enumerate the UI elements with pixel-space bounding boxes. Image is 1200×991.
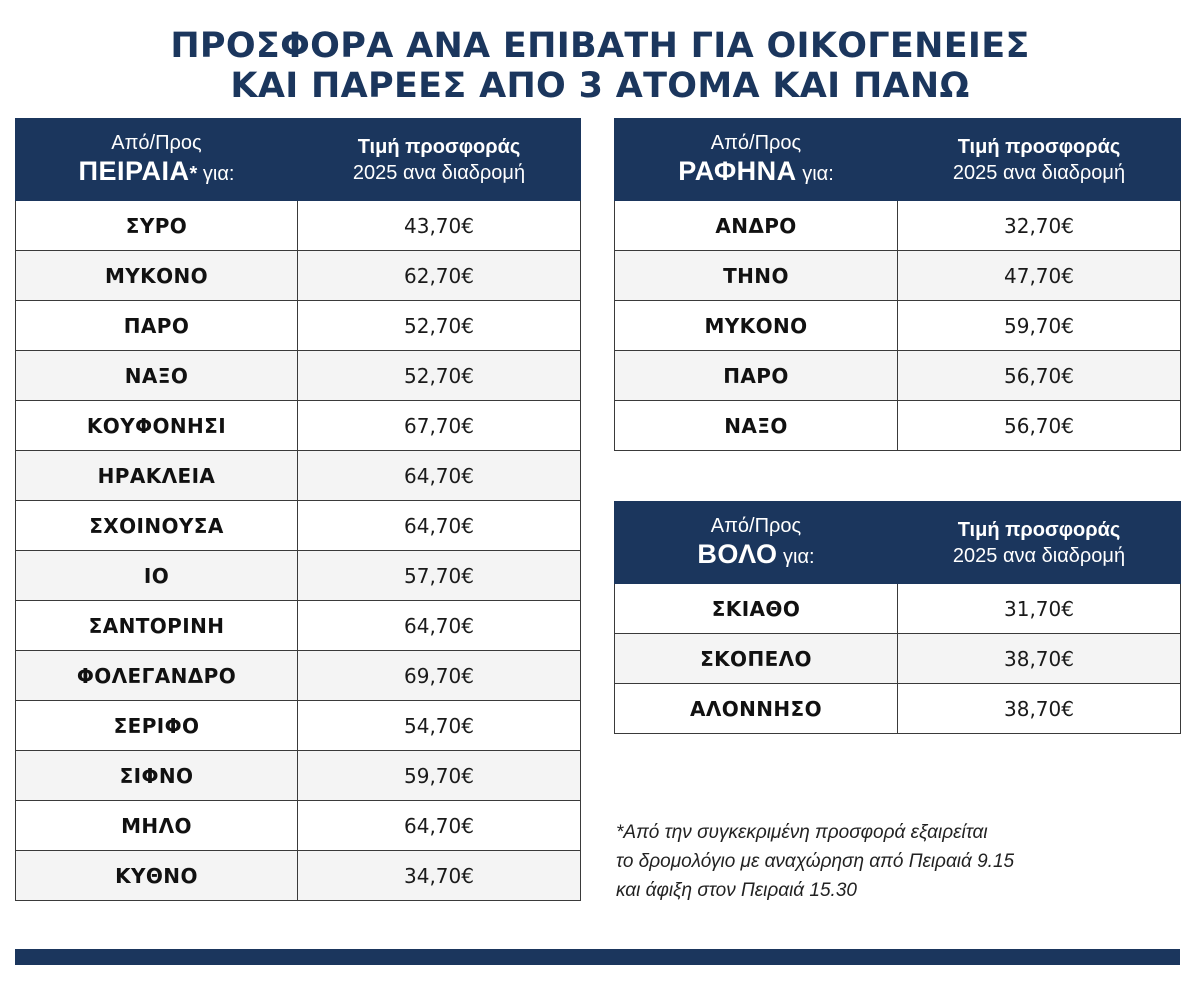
volos-from-to-label: Από/Προς: [710, 515, 802, 537]
table-row: [16, 751, 581, 801]
price-cell: 56,70€: [898, 351, 1181, 401]
table-row: [16, 601, 581, 651]
price-cell: 31,70€: [898, 584, 1181, 634]
price-cell: 47,70€: [898, 251, 1181, 301]
footer-bar: [15, 949, 1180, 965]
destination-cell: ΝΑΞΟ: [615, 401, 898, 451]
price-cell: 59,70€: [298, 751, 581, 801]
price-cell: 54,70€: [298, 701, 581, 751]
rafina-for-label: για:: [802, 163, 834, 185]
page-title-line-1: ΠΡΟΣΦΟΡΑ ΑΝΑ ΕΠΙΒΑΤΗ ΓΙΑ ΟΙΚΟΓΕΝΕΙΕΣ: [170, 26, 1030, 66]
destination-cell: ΜΥΚΟΝΟ: [16, 251, 298, 301]
table-row: [615, 584, 1181, 634]
volos-for-label: για:: [783, 546, 815, 568]
price-cell: 59,70€: [898, 301, 1181, 351]
price-cell: 52,70€: [298, 351, 581, 401]
price-cell: 56,70€: [898, 401, 1181, 451]
price-cell: 64,70€: [298, 801, 581, 851]
destination-cell: ΑΝΔΡΟ: [615, 201, 898, 251]
table-row: [615, 301, 1181, 351]
rafina-route-header: [615, 119, 898, 201]
volos-rows: [615, 584, 1181, 734]
rafina-from-to-label: Από/Προς: [710, 132, 802, 154]
destination-cell: ΚΟΥΦΟΝΗΣΙ: [16, 401, 298, 451]
price-cell: 57,70€: [298, 551, 581, 601]
rafina-fare-table: [614, 118, 1181, 451]
table-row: [16, 851, 581, 901]
table-row: [615, 401, 1181, 451]
destination-cell: ΣΧΟΙΝΟΥΣΑ: [16, 501, 298, 551]
destination-cell: ΤΗΝΟ: [615, 251, 898, 301]
table-row: [615, 251, 1181, 301]
price-cell: 38,70€: [898, 634, 1181, 684]
destination-cell: ΦΟΛΕΓΑΝΔΡΟ: [16, 651, 298, 701]
destination-cell: ΣΙΦΝΟ: [16, 751, 298, 801]
volos-fare-table: [614, 501, 1181, 734]
piraeus-rows: [16, 201, 581, 901]
piraeus-fare-table: [15, 118, 581, 901]
piraeus-from-to-label: Από/Προς: [111, 132, 202, 154]
price-cell: 32,70€: [898, 201, 1181, 251]
price-cell: 34,70€: [298, 851, 581, 901]
piraeus-price-header: [298, 119, 581, 201]
destination-cell: ΙΟ: [16, 551, 298, 601]
table-row: [615, 351, 1181, 401]
destination-cell: ΗΡΑΚΛΕΙΑ: [16, 451, 298, 501]
price-cell: 64,70€: [298, 451, 581, 501]
destination-cell: ΣΕΡΙΦΟ: [16, 701, 298, 751]
table-row: [615, 201, 1181, 251]
destination-cell: ΚΥΘΝΟ: [16, 851, 298, 901]
price-cell: 69,70€: [298, 651, 581, 701]
destination-cell: ΣΚΙΑΘΟ: [615, 584, 898, 634]
table-row: [16, 301, 581, 351]
destination-cell: ΜΗΛΟ: [16, 801, 298, 851]
footnote-line-2: το δρομολόγιο με αναχώρηση από Πειραιά 9.15: [616, 851, 1015, 872]
destination-cell: ΝΑΞΟ: [16, 351, 298, 401]
price-cell: 67,70€: [298, 401, 581, 451]
rafina-rows: [615, 201, 1181, 451]
rafina-price-subtitle: 2025 ανα διαδρομή: [952, 161, 1126, 184]
price-cell: 38,70€: [898, 684, 1181, 734]
rafina-header-row: [615, 119, 1181, 201]
volos-header-row: [615, 502, 1181, 584]
rafina-price-header: [898, 119, 1181, 201]
price-cell: 64,70€: [298, 601, 581, 651]
volos-price-title: Τιμή προσφοράς: [957, 518, 1121, 541]
table-row: [16, 351, 581, 401]
volos-price-header: [898, 502, 1181, 584]
table-row: [16, 801, 581, 851]
price-cell: 62,70€: [298, 251, 581, 301]
table-row: [615, 634, 1181, 684]
table-row: [16, 401, 581, 451]
footnote-line-1: *Από την συγκεκριμένη προσφορά εξαιρείται: [616, 822, 988, 843]
volos-price-subtitle: 2025 ανα διαδρομή: [952, 544, 1126, 567]
table-row: [16, 201, 581, 251]
destination-cell: ΑΛΟΝΝΗΣΟ: [615, 684, 898, 734]
destination-cell: ΠΑΡΟ: [615, 351, 898, 401]
piraeus-price-subtitle: 2025 ανα διαδρομή: [352, 161, 526, 184]
rafina-price-title: Τιμή προσφοράς: [957, 135, 1121, 158]
piraeus-header-row: [16, 119, 581, 201]
piraeus-price-title: Τιμή προσφοράς: [357, 135, 521, 158]
destination-cell: ΠΑΡΟ: [16, 301, 298, 351]
piraeus-route-header: [16, 119, 298, 201]
table-row: [16, 651, 581, 701]
price-cell: 52,70€: [298, 301, 581, 351]
page-title: [0, 26, 1200, 106]
piraeus-for-label: για:: [202, 163, 235, 185]
table-row: [16, 551, 581, 601]
footnote-line-3: και άφιξη στον Πειραιά 15.30: [616, 880, 857, 901]
volos-route-header: [615, 502, 898, 584]
destination-cell: ΣΚΟΠΕΛΟ: [615, 634, 898, 684]
table-row: [16, 501, 581, 551]
rafina-port-name: ΡΑΦΗΝΑ: [678, 156, 797, 186]
price-cell: 64,70€: [298, 501, 581, 551]
footnote: [616, 818, 1176, 905]
piraeus-footnote-marker: *: [189, 163, 198, 185]
table-row: [16, 451, 581, 501]
destination-cell: ΣΥΡΟ: [16, 201, 298, 251]
volos-port-name: ΒΟΛΟ: [697, 539, 778, 569]
destination-cell: ΣΑΝΤΟΡΙΝΗ: [16, 601, 298, 651]
page-title-line-2: ΚΑΙ ΠΑΡΕΕΣ ΑΠΟ 3 ΑΤΟΜΑ ΚΑΙ ΠΑΝΩ: [230, 66, 970, 106]
piraeus-port-name: ΠΕΙΡΑΙΑ: [78, 156, 190, 186]
price-cell: 43,70€: [298, 201, 581, 251]
destination-cell: ΜΥΚΟΝΟ: [615, 301, 898, 351]
table-row: [16, 701, 581, 751]
table-row: [615, 684, 1181, 734]
table-row: [16, 251, 581, 301]
